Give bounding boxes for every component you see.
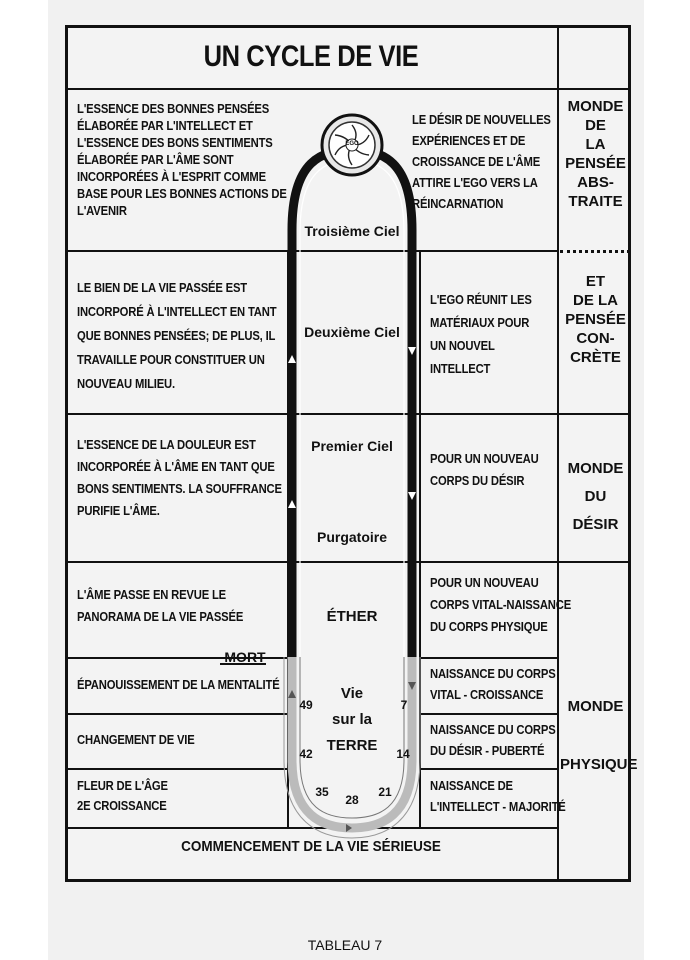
troisieme-ciel-label: Troisième Ciel xyxy=(304,223,400,239)
age-49: 49 xyxy=(299,698,313,712)
world-pensee-abstraite: MONDE DE LA PENSÉE ABS- TRAITE xyxy=(565,98,626,210)
right-text-row2: L'EGO RÉUNIT LES MATÉRIAUX POUR UN NOUVEL INTELLECT xyxy=(430,293,532,376)
left-text-row1: L'ESSENCE DES BONNES PENSÉES ÉLABORÉE PAR L'INTELLECT ET L'ESSENCE DES BONS SENTIMENTS ÉLABORÉE PAR L'ÂME SONT INCORPORÉES À L'ESPRIT COMME BASE POUR LES BONNES ACTIONS DE L'AVENIR xyxy=(77,102,287,218)
left-text-row7: FLEUR DE L'ÂGE 2E CROISSANCE xyxy=(77,779,168,813)
age-14: 14 xyxy=(396,747,410,761)
age-42: 42 xyxy=(299,747,313,761)
world-desir: MONDE DU DÉSIR xyxy=(567,460,624,533)
ego-label: EGO xyxy=(345,141,359,147)
page-title: UN CYCLE DE VIE xyxy=(203,40,419,73)
premier-ciel-label: Premier Ciel xyxy=(311,438,393,454)
mort-label: MORT xyxy=(224,649,266,665)
age-7: 7 xyxy=(400,698,408,712)
bottom-label: COMMENCEMENT DE LA VIE SÉRIEUSE xyxy=(181,838,441,855)
deuxieme-ciel-label: Deuxième Ciel xyxy=(304,324,400,340)
table-caption: TABLEAU 7 xyxy=(307,937,383,953)
left-text-row3: L'ESSENCE DE LA DOULEUR EST INCORPORÉE À L'ÂME EN TANT QUE BONS SENTIMENTS. LA SOUFFRANCE PURIFIE L'ÂME. xyxy=(77,438,282,518)
right-text-row7: NAISSANCE DE L'INTELLECT - MAJORITÉ xyxy=(430,779,566,814)
left-text-row6: CHANGEMENT DE VIE xyxy=(77,733,195,747)
world-physique: MONDE PHYSIQUE xyxy=(560,698,638,773)
terre-label: TERRE xyxy=(326,737,378,754)
right-text-row5: NAISSANCE DU CORPS VITAL - CROISSANCE xyxy=(430,667,556,702)
age-35: 35 xyxy=(315,785,329,799)
right-text-row1: LE DÉSIR DE NOUVELLES EXPÉRIENCES ET DE CROISSANCE DE L'ÂME ATTIRE L'EGO VERS LA RÉINCARNATION xyxy=(412,113,551,211)
vie-label: Vie xyxy=(340,685,364,702)
right-text-row4: POUR UN NOUVEAU CORPS VITAL-NAISSANCE DU CORPS PHYSIQUE xyxy=(430,576,572,634)
age-28: 28 xyxy=(345,793,359,807)
age-21: 21 xyxy=(378,785,392,799)
sur-la-label: sur la xyxy=(331,711,373,728)
left-text-row2: LE BIEN DE LA VIE PASSÉE EST INCORPORÉ À L'INTELLECT EN TANT QUE BONNES PENSÉES; DE PLUS, IL TRAVAILLE POUR CONSTITUER UN NOUVEAU MILIEU. xyxy=(77,281,277,391)
right-text-row3: POUR UN NOUVEAU CORPS DU DÉSIR xyxy=(430,452,539,488)
world-pensee-concrete: ET DE LA PENSÉE CON- CRÈTE xyxy=(565,273,626,366)
left-text-row5: ÉPANOUISSEMENT DE LA MENTALITÉ xyxy=(77,678,280,692)
purgatoire-label: Purgatoire xyxy=(316,529,387,545)
ether-label: ÉTHER xyxy=(326,608,378,625)
right-text-row6: NAISSANCE DU CORPS DU DÉSIR - PUBERTÉ xyxy=(430,723,556,758)
left-text-row4: L'ÂME PASSE EN REVUE LE PANORAMA DE LA VIE PASSÉE xyxy=(77,588,244,624)
